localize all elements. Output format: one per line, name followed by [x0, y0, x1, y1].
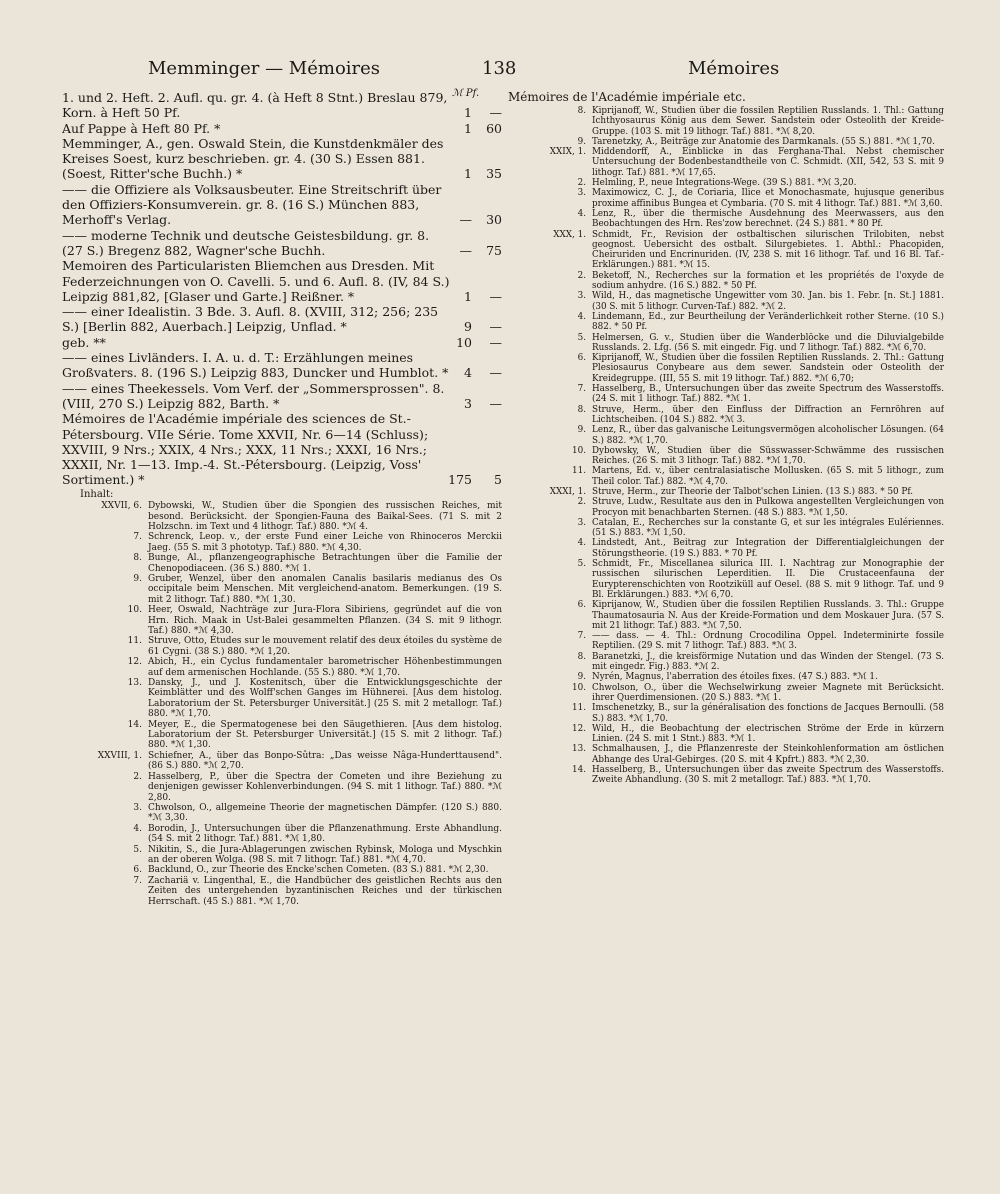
contents-entry-text: Gruber, Wenzel, über den anomalen Canalis basilaris medianus des Os occipitale beim Menschen. Mit vergleichend-anatom. Bemerkungen. (19 S. mit 2 lithogr. Taf.) 880. *ℳ 1,30. [148, 573, 502, 605]
contents-entry [508, 683, 944, 704]
contents-entry [508, 353, 944, 384]
contents-entry [508, 106, 944, 137]
bib-entry-text: Auf Pappe à Heft 80 Pf. * [62, 120, 221, 136]
contents-entry-text: Catalan, E., Recherches sur la constante G, et sur les intégrales Eulériennes. (51 S.) 883. *ℳ 1,50. [592, 517, 944, 539]
contents-entry-number: 7. [133, 532, 142, 543]
contents-entry [508, 765, 944, 786]
contents-entry-number: 4. [133, 823, 142, 834]
bib-entry [62, 90, 502, 121]
contents-entry [508, 652, 944, 673]
bib-entry [62, 228, 502, 259]
bib-entry-text: Memoiren des Particularisten Bliemchen aus Dresden. Mit Federzeichnungen von O. Cavelli. 5. und 6. Aufl. 8. (IV, 84 S.) Leipzig 881,82, [Glaser und Garte.] Reißner. * [62, 258, 450, 304]
contents-entry-number: XXXI, 1. [549, 486, 586, 497]
contents-entry-number: 8. [577, 651, 586, 662]
contents-entry-number: 7. [133, 875, 142, 886]
contents-entry [508, 405, 944, 426]
bib-entry [62, 411, 502, 487]
contents-entry-number: 3. [577, 291, 586, 302]
contents-entry-number: XXVII, 6. [101, 501, 142, 512]
contents-entry-text: Hasselberg, P., über die Spectra der Cometen und ihre Beziehung zu denjenigen gewisser Kohlenverbindungen. (94 S. mit 1 lithogr. Taf.) 880. *ℳ 2,80. [148, 771, 502, 803]
bib-entry-price-pf: — [489, 365, 502, 381]
bib-entry [62, 335, 502, 350]
contents-entry [508, 466, 944, 487]
bib-entry-text: —— eines Livländers. I. A. u. d. T.: Erzählungen meines Großvaters. 8. (196 S.) Leipzig 883, Duncker und Humblot. * [62, 350, 449, 381]
contents-entry-text: Lenz, R., über das galvanische Leitungsvermögen alcoholischer Lösungen. (64 S.) 882. *ℳ 1,70. [592, 425, 944, 446]
contents-entry-number: 9. [577, 672, 586, 683]
contents-entry-number: XXIX, 1. [549, 147, 586, 158]
bib-entry-price-pf: — [489, 288, 502, 304]
contents-entry-text: Middendorff, A., Einblicke in das Ferghana-Thal. Nebst chemischer Untersuchung der Bodenbestandtheile von C. Schmidt. (XII, 542, 53 S. mit 9 lithogr. Taf.) 881. *ℳ 17,65. [592, 147, 944, 178]
contents-entry-text: Schmidt, Fr., Revision der ostbaltischen silurischen Trilobiten, nebst geognost. Uebersicht des ostbalt. Silurgebietes. 1. Abthl.: Phacopiden, Cheiruriden und Encrinuriden. (IV, 238 S. mit 16 lithogr. Taf. und 16 Bl. Taf.-Erklärungen.) 881. *ℳ 15. [592, 229, 944, 271]
contents-entry-number: 3. [577, 188, 586, 199]
contents-entry-text: Nikitin, S., die Jura-Ablagerungen zwischen Rybinsk, Mologa und Myschkin an der oberen Wolga. (98 S. mit 7 lithogr. Taf.) 881. *ℳ 4,70. [148, 844, 502, 865]
contents-entry-text: Borodin, J., Untersuchungen über die Pflanzenathmung. Erste Abhandlung. (54 S. mit 2 lithogr. Taf.) 881. *ℳ 1,80. [148, 823, 502, 845]
contents-entry-number: 2. [577, 497, 586, 508]
contents-entry-number: 9. [133, 573, 142, 584]
price-column-head: ℳ Pf. [452, 88, 480, 99]
contents-entry [66, 501, 502, 532]
contents-entry-text: Schrenck, Leop. v., der erste Fund einer Leiche von Rhinoceros Merckii Jaeg. (55 S. mit 3 phototyp. Taf.) 880. *ℳ 4,30. [148, 532, 502, 553]
bib-entry [62, 121, 502, 136]
contents-entry [508, 188, 944, 209]
bib-entry-price-pf: — [489, 334, 502, 350]
contents-entry [508, 559, 944, 600]
running-head-left: Memminger — Mémoires [148, 58, 381, 79]
contents-entry-text: Baranetzki, J., die kreisförmige Nutation und das Winden der Stengel. (73 S. mit eingedr. Fig.) 883. *ℳ 2. [592, 651, 944, 673]
contents-entry [508, 312, 944, 333]
contents-entry-text: Hasselberg, B., Untersuchungen über das zweite Spectrum des Wasserstoffs. Zweite Abhandlung. (30 S. mit 2 metallogr. Taf.) 883. *ℳ 1,70. [592, 765, 944, 786]
contents-entry-text: Nyrén, Magnus, l'aberration des étoiles fixes. (47 S.) 883. *ℳ 1. [592, 672, 878, 683]
bib-entry-price-mark: 3 [464, 395, 472, 411]
contents-entry-number: 14. [127, 719, 142, 730]
bib-entry [62, 381, 502, 412]
bib-entry-price-mark: 4 [464, 365, 472, 381]
continuation-title: Mémoires de l'Académie impériale etc. [508, 90, 746, 104]
running-head-right: Mémoires [688, 58, 780, 79]
bib-entry [62, 350, 502, 381]
contents-entry-text: Lindstedt, Ant., Beitrag zur Integration der Differentialgleichungen der Störungstheorie. (19 S.) 883. * 70 Pf. [592, 538, 944, 559]
bib-entry-text: Mémoires de l'Académie impériale des sciences de St.-Pétersbourg. VIIe Série. Tome XXVII, Nr. 6—14 (Schluss); XXVIII, 9 Nrs.; XXIX, 4 Nrs.; XXX, 11 Nrs.; XXXI, 16 Nrs.; XXXII, Nr. 1—13. Imp.-4. St.-Pétersbourg. (Leipzig, Voss' Sortiment.) * [62, 411, 429, 488]
bib-entry-price-mark: 1 [464, 166, 472, 182]
bib-entry-price-mark: 1 [464, 288, 472, 304]
contents-entry-text: Dansky, J., und J. Kostenitsch, über die Entwicklungsgeschichte der Keimblätter und des Wolff'schen Ganges im Hühnerei. [Aus dem histolog. Laboratorium der St. Petersburger Universität.] (25 S. mit 2 metallogr. Taf.) 880. *ℳ 1,70. [148, 678, 502, 720]
contents-entry-number: 11. [127, 636, 142, 647]
contents-entry-number: 6. [577, 600, 586, 611]
contents-entry-number: 2. [133, 771, 142, 782]
contents-list-continued [508, 106, 944, 786]
contents-entry-text: Wild, H., das magnetische Ungewitter vom 30. Jan. bis 1. Febr. [n. St.] 1881. (30 S. mit 5 lithogr. Curven-Taf.) 882. *ℳ 2. [592, 291, 944, 312]
contents-entry-number: 5. [133, 844, 142, 855]
contents-entry [66, 876, 502, 907]
contents-entry [66, 636, 502, 657]
bib-entry-price-pf: — [489, 105, 502, 121]
contents-entry [508, 538, 944, 559]
bib-entry [62, 258, 502, 304]
contents-entry-number: 7. [577, 384, 586, 395]
contents-entry [66, 865, 502, 875]
bib-entry-text: geb. ** [62, 334, 106, 350]
contents-entry-number: 9. [577, 425, 586, 436]
right-column [508, 90, 944, 1160]
bib-entry-price-mark: — [459, 242, 472, 258]
contents-entry-text: Kiprijanoff, W., Studien über die fossilen Reptilien Russlands. 2. Thl.: Gattung Plesiosaurus Conybeare aus dem sewer. Sandstein oder Osteolith der Kreidegruppe. (III, 55 S. mit 19 lithogr. Taf.) 882. *ℳ 6,70; [592, 353, 944, 384]
contents-entry-number: 5. [577, 332, 586, 343]
contents-entry-number: 4. [577, 311, 586, 322]
bib-entry-text: —— die Offiziere als Volksausbeuter. Eine Streitschrift über den Offiziers-Konsumverein. gr. 8. (16 S.) München 883, Merhoff's Verlag. [62, 181, 442, 228]
contents-entry [66, 532, 502, 553]
contents-list [66, 501, 502, 907]
bib-entry-price-mark: 9 [464, 319, 472, 335]
contents-entry [508, 178, 944, 188]
contents-entry-number: 8. [133, 553, 142, 564]
contents-entry-number: 12. [572, 723, 586, 734]
contents-entry-number: 10. [572, 682, 586, 693]
contents-entry [66, 772, 502, 803]
contents-entry-number: 4. [577, 208, 586, 219]
bib-entry-price-pf: 5 [494, 472, 502, 488]
contents-entry-text: Zachariä v. Lingenthal, E., die Handbücher des geistlichen Rechts aus den Zeiten des untergehenden byzantinischen Reiches und der türkischen Herrschaft. (45 S.) 881. *ℳ 1,70. [148, 875, 502, 907]
contents-entry-text: —— dass. — 4. Thl.: Ordnung Crocodilina Oppel. Indeterminirte fossile Reptilien. (29 S. mit 7 lithogr. Taf.) 883. *ℳ 3. [592, 631, 944, 652]
contents-entry [508, 230, 944, 271]
contents-heading: Inhalt: [80, 488, 114, 500]
contents-entry-text: Heer, Oswald, Nachträge zur Jura-Flora Sibiriens, gegründet auf die von Hrn. Rich. Maak in Ust-Balei gesammelten Pflanzen. (34 S. mit 9 lithogr. Taf.) 880. *ℳ 4,30. [148, 605, 502, 636]
contents-entry-number: 4. [577, 538, 586, 549]
contents-entry-text: Dybowsky, W., Studien über die Süsswasser-Schwämme des russischen Reiches. (26 S. mit 3 lithogr. Taf.) 882. *ℳ 1,70. [592, 445, 944, 467]
bib-entry [62, 136, 502, 182]
contents-entry [508, 518, 944, 539]
contents-entry-text: Schiefner, A., über das Bonpo-Sûtra: „Das weisse Nâga-Hunderttausend". (86 S.) 880. *ℳ 2,70. [148, 750, 502, 772]
contents-entry-text: Lenz, R., über die thermische Ausdehnung des Meerwassers, aus den Beobachtungen des Hrn. Res'zow berechnet. (24 S.) 881. * 80 Pf. [592, 208, 944, 230]
contents-entry [508, 446, 944, 467]
contents-entry-number: 12. [127, 657, 142, 668]
contents-entry-number: 6. [133, 865, 142, 876]
contents-entry [66, 803, 502, 824]
contents-entry-text: Bunge, Al., pflanzengeographische Betrachtungen über die Familie der Chenopodiaceen. (36 S.) 880. *ℳ 1. [148, 553, 502, 574]
contents-entry [508, 703, 944, 724]
contents-entry-text: Kiprijanoff, W., Studien über die fossilen Reptilien Russlands. 1. Thl.: Gattung Ichthyosaurus König aus dem Sewer. Sandstein oder Osteolith der Kreide-Gruppe. (103 S. mit 19 lithogr. Taf.) 881. *ℳ 8,20. [592, 106, 944, 137]
bib-entry-price-pf: 75 [486, 242, 502, 258]
bibliography-entries [62, 90, 502, 488]
bib-entry [62, 182, 502, 228]
contents-entry-number: 3. [577, 517, 586, 528]
contents-entry [508, 147, 944, 178]
bib-entry-price-pf: 30 [486, 212, 502, 228]
contents-entry [66, 751, 502, 772]
contents-entry-number: 9. [577, 136, 586, 147]
contents-entry-text: Struve, Herm., über den Einfluss der Diffraction an Fernröhren auf Lichtscheiben. (104 S.) 882. *ℳ 3. [592, 404, 944, 425]
contents-entry [66, 824, 502, 845]
contents-entry [66, 574, 502, 605]
contents-entry-number: 13. [572, 744, 586, 755]
contents-entry-text: Struve, Herm., zur Theorie der Talbot'schen Linien. (13 S.) 883. * 50 Pf. [592, 486, 914, 497]
contents-entry [66, 720, 502, 751]
contents-entry-text: Imschenetzky, B., sur la généralisation des fonctions de Jacques Bernoulli. (58 S.) 883. *ℳ 1,70. [592, 703, 944, 724]
contents-entry-text: Maximowicz, C. J., de Coriaria, Ilice et Monochasmate, hujusque generibus proxime affinibus Bungea et Cymbaria. (70 S. mit 4 lithogr. Taf.) 881. *ℳ 3,60. [592, 188, 944, 209]
contents-entry [66, 605, 502, 636]
contents-entry-number: XXX, 1. [553, 229, 586, 240]
contents-entry-text: Struve, Otto, Études sur le mouvement relatif des deux étoiles du système de 61 Cygni. (38 S.) 880. *ℳ 1,20. [148, 636, 502, 657]
contents-entry-text: Schmalhausen, J., die Pflanzenreste der Steinkohlenformation am östlichen Abhange des Ural-Gebirges. (20 S. mit 4 Kpfrt.) 883. *ℳ 2,30. [592, 744, 944, 765]
contents-entry-text: Helmling, P., neue Integrations-Wege. (39 S.) 881. *ℳ 3,20. [592, 178, 857, 189]
contents-entry-number: XXVIII, 1. [97, 750, 142, 761]
contents-entry [508, 672, 944, 682]
contents-entry [508, 497, 944, 518]
contents-entry-text: Abich, H., ein Cyclus fundamentaler barometrischer Höhenbestimmungen auf dem armenischen Hochlande. (55 S.) 880. *ℳ 1,70. [148, 657, 502, 678]
bib-entry-text: —— einer Idealistin. 3 Bde. 3. Aufl. 8. (XVIII, 312; 256; 235 S.) [Berlin 882, Auerbach.] Leipzig, Unflad. * [62, 304, 439, 335]
contents-entry-number: 14. [572, 765, 586, 775]
contents-entry [508, 744, 944, 765]
contents-entry-number: 10. [572, 445, 586, 456]
contents-entry [508, 291, 944, 312]
bib-entry-price-pf: 60 [486, 120, 502, 136]
contents-entry-text: Lindemann, Ed., zur Beurtheilung der Veränderlichkeit rother Sterne. (10 S.) 882. * 50 Pf. [592, 311, 944, 333]
contents-entry-number: 8. [577, 404, 586, 415]
contents-entry-text: Backlund, O., zur Theorie des Encke'schen Cometen. (83 S.) 881. *ℳ 2,30. [148, 865, 489, 876]
bib-entry-price-mark: 175 [448, 472, 472, 488]
contents-entry-text: Beketoff, N., Recherches sur la formation et les propriétés de l'oxyde de sodium anhydre. (16 S.) 882. * 50 Pf. [592, 270, 944, 292]
contents-entry-text: Struve, Ludw., Resultate aus den in Pulkowa angestellten Vergleichungen von Procyon mit benachbarten Sternen. (48 S.) 883. *ℳ 1,50. [592, 497, 944, 518]
contents-entry-text: Tarenetzky, A., Beiträge zur Anatomie des Darmkanals. (55 S.) 881. *ℳ 1,70. [592, 136, 935, 147]
contents-entry-number: 2. [577, 270, 586, 281]
contents-entry-number: 8. [577, 106, 586, 116]
contents-entry-text: Helmersen, G. v., Studien über die Wanderblöcke und die Diluvialgebilde Russlands. 2. Lfg. (56 S. mit eingedr. Fig. und 7 lithogr. Taf.) 882. *ℳ 6,70. [592, 332, 944, 353]
contents-entry [66, 678, 502, 720]
contents-entry-number: 11. [572, 703, 586, 714]
contents-entry-text: Dybowski, W., Studien über die Spongien des russischen Reiches, mit besond. Berücksicht. der Spongien-Fauna des Baikal-Sees. (71 S. mit 2 Holzschn. im Text und 4 lithogr. Taf.) 880. *ℳ 4. [148, 501, 502, 532]
bib-entry-price-mark: — [459, 212, 472, 228]
contents-entry-number: 5. [577, 559, 586, 570]
page-number: 138 [482, 58, 517, 79]
contents-entry-text: Schmidt, Fr., Miscellanea silurica III. I. Nachtrag zur Monographie der russischen silurischen Leperditien. II. Die Crustaceenfauna der Eurypterenschichten von Rootziküll auf Oesel. (88 S. mit 9 lithogr. Taf. und 9 Bl. Erklärungen.) 883. *ℳ 6,70. [592, 559, 944, 600]
contents-entry [508, 209, 944, 230]
contents-entry [508, 137, 944, 147]
contents-entry [66, 845, 502, 866]
contents-entry-number: 11. [572, 466, 586, 477]
contents-entry [508, 724, 944, 745]
contents-entry [66, 657, 502, 678]
bib-entry-price-mark: 1 [464, 105, 472, 121]
contents-entry [508, 271, 944, 292]
contents-entry-number: 7. [577, 631, 586, 642]
contents-entry-text: Hasselberg, B., Untersuchungen über das zweite Spectrum des Wasserstoffs. (24 S. mit 1 lithogr. Taf.) 882. *ℳ 1. [592, 384, 944, 405]
contents-entry-text: Chwolson, O., über die Wechselwirkung zweier Magnete mit Berücksicht. ihrer Querdimensionen. (20 S.) 883. *ℳ 1. [592, 682, 944, 703]
left-contents [66, 490, 502, 907]
contents-entry [508, 487, 944, 497]
contents-entry-text: Meyer, E., die Spermatogenese bei den Säugethieren. [Aus dem histolog. Laboratorium der St. Petersburger Universität.] (15 S. mit 2 lithogr. Taf.) 880. *ℳ 1,30. [148, 719, 502, 751]
contents-entry-number: 10. [127, 605, 142, 616]
contents-entry [508, 425, 944, 446]
contents-entry-number: 3. [133, 802, 142, 813]
bib-entry-price-pf: 35 [486, 166, 502, 182]
bib-entry-price-mark: 10 [456, 334, 472, 350]
contents-entry [66, 553, 502, 574]
contents-entry [508, 600, 944, 631]
bib-entry-text: —— eines Theekessels. Vom Verf. der „Sommersprossen". 8. (VIII, 270 S.) Leipzig 882, Barth. * [62, 380, 445, 411]
contents-entry [508, 631, 944, 652]
contents-entry-number: 2. [577, 178, 586, 189]
bib-entry-text: —— moderne Technik und deutsche Geistesbildung. gr. 8. (27 S.) Bregenz 882, Wagner'sche Buchh. [62, 227, 430, 258]
contents-entry-text: Chwolson, O., allgemeine Theorie der magnetischen Dämpfer. (120 S.) 880. *ℳ 3,30. [148, 802, 502, 824]
contents-entry-text: Kiprijanow, W., Studien über die fossilen Reptilien Russlands. 3. Thl.: Gruppe Thaumatosauria N. Aus der Kreide-Formation und dem Moskauer Jura. (57 S. mit 21 lithogr. Taf.) 883. *ℳ 7,50. [592, 600, 944, 631]
bib-entry-text: 1. und 2. Heft. 2. Aufl. qu. gr. 4. (à Heft 8 Stnt.) Breslau 879, Korn. à Heft 50 Pf. [62, 90, 448, 121]
bib-entry-price-pf: — [489, 395, 502, 411]
bib-entry-price-pf: — [489, 319, 502, 335]
left-column [62, 90, 502, 1160]
contents-entry [508, 333, 944, 354]
contents-entry-text: Martens, Ed. v., über centralasiatische Mollusken. (65 S. mit 5 lithogr., zum Theil color. Taf.) 882. *ℳ 4,70. [592, 466, 944, 487]
contents-entry-number: 6. [577, 353, 586, 364]
contents-entry [508, 384, 944, 405]
contents-entry-text: Wild, H., die Beobachtung der electrischen Ströme der Erde in kürzern Linien. (24 S. mit 1 Stnt.) 883. *ℳ 1. [592, 723, 944, 745]
contents-entry-number: 13. [127, 678, 142, 689]
bib-entry [62, 304, 502, 335]
bib-entry-price-mark: 1 [464, 120, 472, 136]
bib-entry-text: Memminger, A., gen. Oswald Stein, die Kunstdenkmäler des Kreises Soest, kurz beschrieben. gr. 4. (30 S.) Essen 881. (Soest, Ritter'sche Buchh.) * [62, 135, 444, 182]
